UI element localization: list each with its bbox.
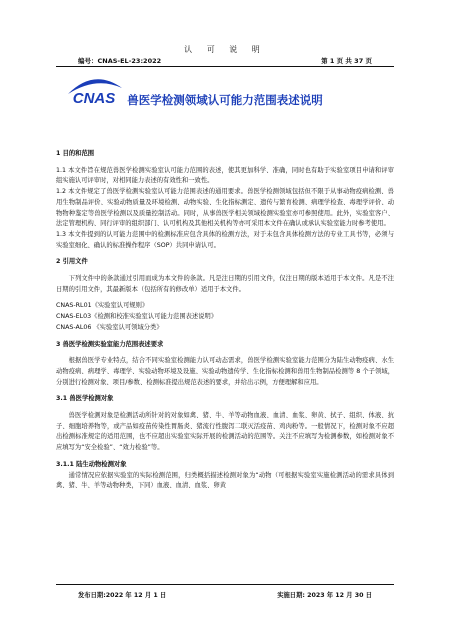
paragraph-3-1-1: 通常情况应依据实验室的实际检测范围，归类概括描述检测对象为“动物（可根据实验室实施检测活动的需求具体到禽、猪、牛、羊等动物种类，下同）血液、血清、血浆、卵黄 [56, 471, 394, 490]
document-title: 兽医学检测领域认可能力范围表述说明 [127, 93, 323, 107]
section-2-heading: 2 引用文件 [56, 258, 88, 266]
reference-2: CNAS-EL03《检测和校准实验室认可能力范围表述说明》 [56, 313, 218, 321]
footer-rule [56, 584, 394, 585]
reference-1: CNAS-RL01《实验室认可规则》 [56, 302, 149, 310]
paragraph-3-intro: 根据兽医学专业特点，结合不同实验室检测能力认可动态需求，兽医学检测实验室能力范围分为陆生动物疫病、水生动物疫病、病理学、毒理学、实验动物环境及设施、实验动物遗传学、生化指标检测和兽用生物制品检测等 8 个子领域，分别进行检测对象、项目/参数、检测标准提出规范表述的要求，并给出示例，方便理解和应用。 [56, 357, 394, 386]
section-3-1-heading: 3.1 兽医学检测对象 [56, 395, 114, 403]
paragraph-3-1: 兽医学检测对象是检测活动所针对的对象如禽、猪、牛、羊等动物血液、血清、血浆、卵黄、拭子、组织、体液、抗子、细胞培养物等，或产品如疫苗传染性胃肠炎、猪流行性腹泻二联灭活疫苗、鸡肉粉等。一般情况下，检测对象不应超出检测标准规定的适用范围，也不应超出实验室实际开展的检测活动的范围等。关注不应填写为检测参数，如检测对象不应填写为“安全检验”、“效力检验”等。 [56, 412, 394, 452]
section-3-1-1-heading: 3.1.1 陆生动物检测对象 [56, 460, 127, 468]
header-title: 认 可 说 明 [184, 45, 266, 54]
section-1-heading: 1 目的和范围 [56, 150, 95, 157]
logo-text: CNAS [72, 90, 116, 106]
document-body [56, 149, 394, 492]
implementation-date: 实施日期: 2023 年 12 月 30 日 [277, 592, 372, 599]
paragraph-2-intro: 下列文件中的条款通过引用而成为本文件的条款。凡是注日期的引用文件，仅注日期的版本适用于本文件。凡是不注日期的引用文件，其最新版本（包括所有的修改单）适用于本文件。 [56, 275, 394, 293]
page-count: 第 1 页 共 37 页 [321, 57, 372, 65]
issue-date: 发布日期:2022 年 12 月 1 日 [78, 592, 167, 599]
paragraph-1-3: 1.3 本文件提到的认可能力范围中的检测标准应包含具体的检测方法，对于未包含具体检测方法的专业工具书等，必须与实验室细化、确认的标准操作程序（SOP）共同申请认可。 [56, 230, 394, 249]
header-rule [56, 66, 394, 67]
reference-3: CNAS-AL06 《实验室认可领域分类》 [56, 323, 163, 331]
section-3-heading: 3 兽医学检测实验室能力范围表述要求 [56, 340, 164, 348]
document-code: 编号：CNAS-EL-23:2022 [78, 57, 162, 65]
paragraph-1-2: 1.2 本文件规定了兽医学检测实验室认可能力范围表述的通用要求。兽医学检测领域包括但不限于从事动物疫病检测、兽用生物制品评价、实验动物质量及环境检测、动物实验、生化指标测定、遗传与繁育检测、病理学检查、毒理学评价、动物物种鉴定等兽医学检测以及质量控制活动。同时，从事兽医学相关领域检测实验室亦可参照使用。此外，实验室客户、法定管理机构、同行评审的组织部门、认可机构及其他相关机构等亦可采用本文件在确认或承认实验室能力时参考使用。 [56, 188, 394, 228]
paragraph-1-1: 1.1 本文件旨在规范兽医学检测实验室认可能力范围的表述，使其更加科学、准确，同时也有助于实验室项目申请和评审组实施认可评审时，对相同能力表述的有效性和一致性。 [56, 166, 394, 185]
